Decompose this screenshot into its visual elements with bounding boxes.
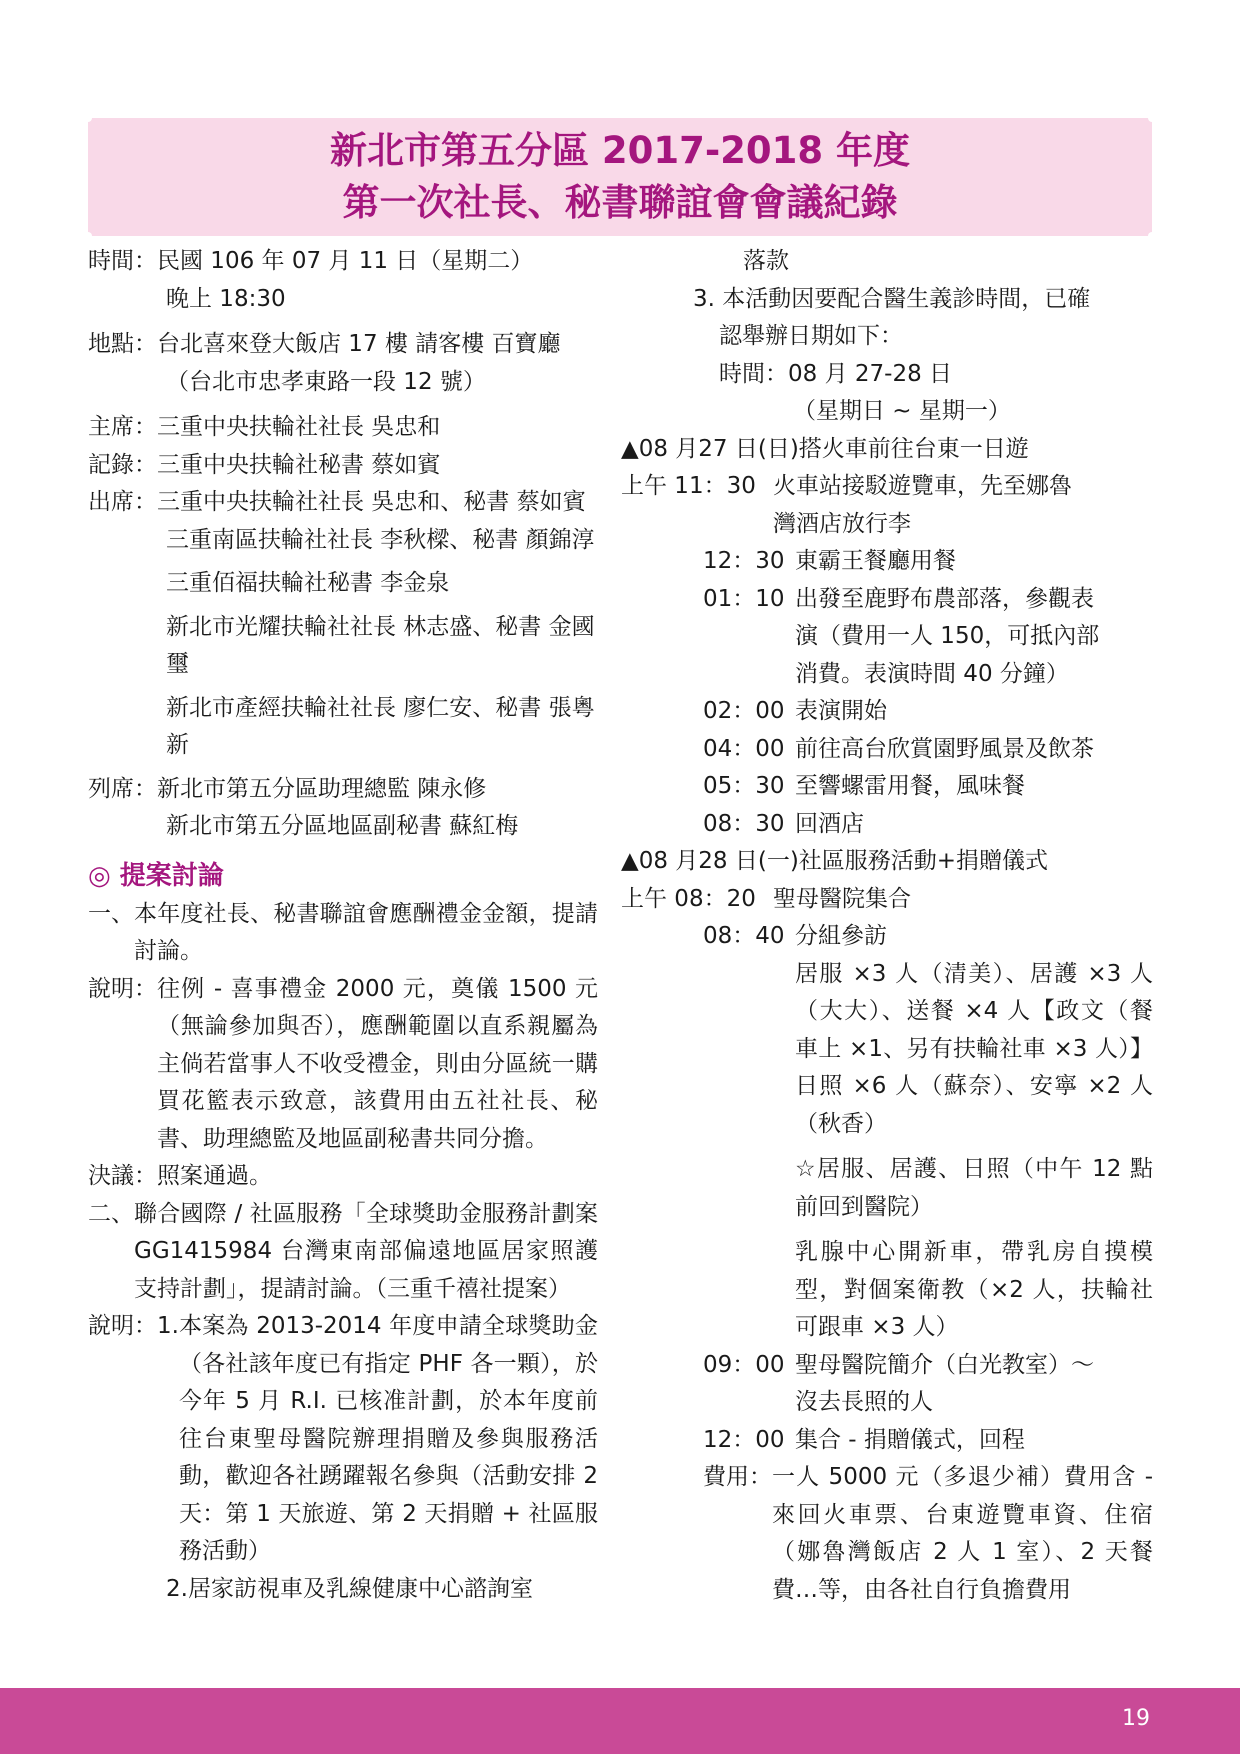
day2-row-2	[643, 918, 1153, 956]
proposal-1-resolution	[88, 1158, 598, 1196]
chair-label: 主席：	[88, 414, 157, 440]
day2-text-2: 分組參訪	[795, 923, 887, 949]
day2-time-4: 12：00	[703, 1426, 785, 1453]
schedule-time-6: 05：30	[703, 773, 785, 799]
day2-text-3b: 沒去長照的人	[795, 1389, 933, 1415]
item-3-cont: 認舉辦日期如下：	[719, 323, 903, 349]
date-week: （星期日 ~ 星期一）	[793, 398, 1011, 424]
time-value-2: 晚上 18:30	[166, 285, 286, 312]
proposal-1-number: 一、	[88, 900, 134, 927]
schedule-text-1b: 灣酒店放行李	[773, 510, 911, 537]
place-value: 台北喜來登大飯店 17 樓 請客樓 百寶廳	[157, 331, 561, 357]
proposal-1-res-label: 決議：	[88, 1163, 157, 1189]
proposal-2-item2-number: 2.	[166, 1575, 188, 1602]
proposal-2-item2: 居家訪視車及乳線健康中心諮詢室	[187, 1575, 533, 1602]
schedule-row-3	[643, 581, 1153, 619]
attend-5: 新北市產經扶輪社社長 廖仁安、秘書 張粵新	[166, 694, 595, 758]
fee-label: 費用：	[703, 1464, 772, 1490]
attend-3: 三重佰福扶輪社秘書 李金泉	[166, 570, 450, 596]
schedule-text-3: 出發至鹿野布農部落，參觀表	[795, 585, 1094, 612]
attend-4: 新北市光耀扶輪社社長 林志盛、秘書 金國璽	[166, 613, 595, 677]
time-row	[88, 243, 598, 281]
day2-row-4	[643, 1422, 1153, 1460]
attend-row	[88, 484, 598, 522]
guest-row	[88, 771, 598, 809]
proposal-2	[88, 1196, 598, 1309]
schedule-row-6	[643, 768, 1153, 806]
schedule-time-4: 02：00	[703, 698, 785, 724]
place-address: （台北市忠孝東路一段 12 號）	[166, 368, 486, 395]
day2-time-3: 09：00	[703, 1351, 785, 1378]
proposal-1-desc-label: 說明：	[88, 975, 157, 1002]
date-value: 08 月 27-28 日	[788, 360, 953, 387]
schedule-row-1	[621, 468, 1153, 506]
schedule-row-4	[643, 693, 1153, 731]
day2-time-2: 08：40	[703, 923, 785, 949]
right-column	[621, 243, 1153, 1609]
record-label: 記錄：	[88, 451, 157, 478]
schedule-row-7	[643, 806, 1153, 844]
schedule-text-3c: 消費。表演時間 40 分鐘）	[795, 660, 1069, 687]
title-banner	[88, 118, 1152, 236]
day2-heading: ▲08 月28 日(一)社區服務活動+捐贈儀式	[621, 848, 1049, 874]
proposal-1	[88, 896, 598, 971]
place-row	[88, 326, 598, 364]
schedule-time-1: 上午 11：30	[621, 473, 756, 499]
schedule-time-7: 08：30	[703, 810, 785, 837]
schedule-time-3: 01：10	[703, 585, 785, 612]
guest-1: 新北市第五分區助理總監 陳永修	[157, 775, 487, 802]
proposal-2-item2-row	[88, 1571, 598, 1609]
date-label: 時間：	[719, 360, 788, 387]
schedule-text-2: 東霸王餐廳用餐	[795, 548, 956, 574]
proposal-2-number: 二、	[88, 1200, 134, 1227]
proposal-2-desc-label: 說明：	[88, 1313, 157, 1339]
guest-label: 列席：	[88, 775, 157, 802]
proposal-1-desc	[88, 971, 598, 1159]
day2-text-3: 聖母醫院簡介（白光教室）～	[795, 1351, 1094, 1378]
chair-row	[88, 409, 598, 447]
day2-text-1: 聖母醫院集合	[773, 885, 911, 912]
schedule-row-2	[643, 543, 1153, 581]
schedule-text-1: 火車站接駁遊覽車，先至娜魯	[773, 473, 1072, 499]
day2-time-1: 上午 08：20	[621, 885, 756, 912]
day2-text-4: 集合 - 捐贈儀式，回程	[795, 1426, 1025, 1453]
day2-row-1	[621, 881, 1153, 919]
page-number: 19	[1122, 1706, 1150, 1731]
day2-detail-2: ☆居服、居護、日照（中午 12 點前回到醫院）	[795, 1156, 1153, 1220]
fee-row	[643, 1459, 1153, 1609]
place-label: 地點：	[88, 331, 157, 357]
schedule-time-5: 04：00	[703, 735, 785, 762]
page-title-line2: 第一次社長、秘書聯誼會會議紀錄	[342, 181, 898, 224]
attend-1: 三重中央扶輪社社長 吳忠和、秘書 蔡如賓	[157, 489, 586, 515]
item-3: 3. 本活動因要配合醫生義診時間，已確	[693, 285, 1091, 312]
proposal-2-text: 聯合國際 / 社區服務「全球獎助金服務計劃案 GG1415984 台灣東南部偏遠地區居家照護支持計劃」，提請討論。（三重千禧社提案）	[134, 1200, 598, 1302]
date-row	[643, 356, 1153, 394]
proposal-1-text: 本年度社長、秘書聯誼會應酬禮金金額，提請討論。	[134, 900, 598, 964]
day2-detail-3: 乳腺中心開新車，帶乳房自摸模型，對個案衛教（×2 人，扶輪社可跟車 ×3 人）	[795, 1239, 1153, 1340]
continued-text: 落款	[743, 248, 789, 274]
schedule-text-4: 表演開始	[795, 698, 887, 724]
schedule-text-3b: 演（費用一人 150，可抵內部	[795, 623, 1100, 649]
footer-bar	[0, 1688, 1240, 1754]
record-row	[88, 447, 598, 485]
proposal-2-item1: 本案為 2013-2014 年度申請全球獎助金（各社該年度已有指定 PHF 各一顆），於今年 5 月 R.I. 已核准計劃，於本年度前往台東聖母醫院辦理捐贈及參與服務活動，歡迎各社踴躍報名參與（活動安排 2 天：第 1 天旅遊、第 2 天捐贈 + 社區服務活動）	[178, 1313, 598, 1564]
left-column	[88, 243, 598, 1608]
schedule-text-6: 至響螺雷用餐，風味餐	[795, 773, 1025, 799]
day1-heading: ▲08 月27 日(日)搭火車前往台東一日遊	[621, 435, 1029, 462]
guest-2: 新北市第五分區地區副秘書 蘇紅梅	[166, 813, 519, 839]
chair-value: 三重中央扶輪社社長 吳忠和	[157, 414, 441, 440]
page-title-line1: 新北市第五分區 2017-2018 年度	[329, 129, 911, 172]
time-value: 民國 106 年 07 月 11 日（星期二）	[157, 248, 534, 274]
section-heading: ◎ 提案討論	[88, 860, 224, 891]
schedule-row-5	[643, 731, 1153, 769]
proposal-1-res-text: 照案通過。	[157, 1163, 272, 1189]
time-label: 時間：	[88, 248, 157, 274]
attend-label: 出席：	[88, 489, 157, 515]
attend-2: 三重南區扶輪社社長 李秋樑、秘書 顏錦淳	[166, 526, 595, 553]
schedule-time-2: 12：30	[703, 548, 785, 574]
record-value: 三重中央扶輪社秘書 蔡如賓	[157, 451, 441, 478]
schedule-text-5: 前往高台欣賞園野風景及飲茶	[795, 735, 1094, 762]
proposal-2-item1-number: 1.	[157, 1313, 179, 1339]
schedule-text-7: 回酒店	[795, 810, 864, 837]
day2-row-3	[643, 1347, 1153, 1385]
proposal-2-desc	[88, 1308, 598, 1571]
day2-detail-1: 居服 ×3 人（清美）、居護 ×3 人（大大）、送餐 ×4 人【政文（餐車上 ×1、另有扶輪社車 ×3 人）】日照 ×6 人（蘇奈）、安寧 ×2 人（秋香）	[795, 960, 1153, 1137]
proposal-1-desc-text: 往例 - 喜事禮金 2000 元，奠儀 1500 元（無論參加與否），應酬範圍以直系親屬為主倘若當事人不收受禮金，則由分區統一購買花籃表示致意，該費用由五社社長、秘書、助理總監及地區副秘書共同分擔。	[157, 975, 598, 1152]
fee-text: 一人 5000 元（多退少補）費用含 - 來回火車票、台東遊覽車資、住宿（娜魯灣飯店 2 人 1 室）、2 天餐費…等，由各社自行負擔費用	[772, 1464, 1153, 1603]
